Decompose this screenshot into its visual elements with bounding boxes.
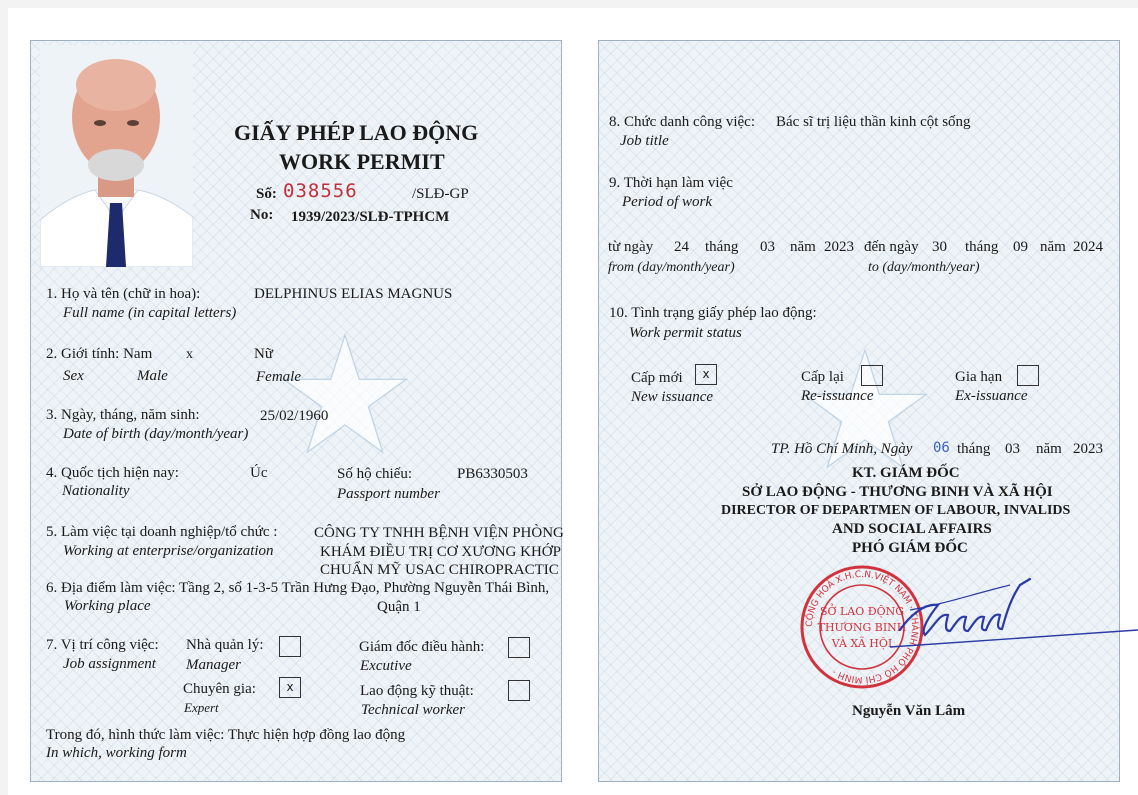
sig-line-5: PHÓ GIÁM ĐỐC <box>852 540 968 556</box>
name-label-en: Full name (in capital letters) <box>63 305 237 321</box>
executive-checkbox <box>508 637 530 658</box>
sex-female-label: Nữ <box>254 346 273 362</box>
issue-day: 06 <box>933 440 950 456</box>
period-to-month: 09 <box>1013 239 1028 255</box>
period-from-en: from (day/month/year) <box>608 260 735 275</box>
nationality-label-en: Nationality <box>62 483 130 499</box>
workplace-line2: Quận 1 <box>377 599 421 615</box>
period-to-year: 2024 <box>1073 239 1103 255</box>
passport-value: PB6330503 <box>457 466 528 482</box>
passport-label-en: Passport number <box>337 486 440 502</box>
issue-thang: tháng <box>957 441 991 457</box>
sig-line-1: KT. GIÁM ĐỐC <box>852 465 960 481</box>
issue-year: 2023 <box>1073 441 1103 457</box>
status-re-checkbox <box>861 365 883 386</box>
sex-label-en: Sex <box>63 368 84 384</box>
enterprise-label: 5. Làm việc tại doanh nghiệp/tổ chức : <box>46 524 278 540</box>
sig-line-3: DIRECTOR OF DEPARTMEN OF LABOUR, INVALIDS <box>721 503 1071 518</box>
stamp-center-2: THƯƠNG BINH <box>817 621 907 634</box>
assignment-label: 7. Vị trí công việc: <box>46 637 159 653</box>
name-label: 1. Họ và tên (chữ in hoa): <box>46 286 201 302</box>
working-form-label-en: In which, working form <box>46 745 187 761</box>
sex-male-mark: x <box>186 347 193 362</box>
status-ex-checkbox <box>1017 365 1039 386</box>
job-title-value: Bác sĩ trị liệu thần kinh cột sống <box>776 114 971 130</box>
status-label: 10. Tình trạng giấy phép lao động: <box>609 305 817 321</box>
title-english: WORK PERMIT <box>279 149 445 174</box>
period-to-day: 30 <box>932 239 947 255</box>
nationality-label: 4. Quốc tịch hiện nay: <box>46 465 179 481</box>
enterprise-line2: KHÁM ĐIỀU TRỊ CƠ XƯƠNG KHỚP <box>320 544 561 560</box>
name-value: DELPHINUS ELIAS MAGNUS <box>254 286 453 302</box>
dob-label-en: Date of birth (day/month/year) <box>63 426 249 442</box>
status-ex-label: Gia hạn <box>955 369 1003 385</box>
status-ex-en: Ex-issuance <box>955 388 1028 404</box>
period-thang-1: tháng <box>705 239 739 255</box>
sex-male-en: Male <box>137 368 168 384</box>
technical-label-en: Technical worker <box>361 702 466 718</box>
issue-nam: năm <box>1036 441 1062 457</box>
handwritten-signature <box>880 575 1138 655</box>
dob-label: 3. Ngày, tháng, năm sinh: <box>46 407 200 423</box>
period-to-en: to (day/month/year) <box>868 260 980 275</box>
expert-checkbox: x <box>279 677 301 698</box>
workplace-label-en: Working place <box>64 598 151 614</box>
stamp-center-1: SỞ LAO ĐỘNG <box>819 605 905 618</box>
portrait-image <box>40 45 193 267</box>
status-new-checkbox: x <box>695 364 717 385</box>
enterprise-line3: CHUẨN MỸ USAC CHIROPRACTIC <box>320 562 559 578</box>
status-new-label: Cấp mới <box>631 370 683 386</box>
period-from-day: 24 <box>674 239 689 255</box>
period-label: 9. Thời hạn làm việc <box>609 175 733 191</box>
period-thang-2: tháng <box>965 239 999 255</box>
executive-label-en: Excutive <box>360 658 412 674</box>
period-from-month: 03 <box>760 239 775 255</box>
issue-place: TP. Hồ Chí Minh, Ngày <box>771 441 913 457</box>
period-to-label: đến ngày <box>864 239 919 255</box>
enterprise-label-en: Working at enterprise/organization <box>63 543 274 559</box>
assignment-label-en: Job assignment <box>63 656 156 672</box>
expert-label-en: Expert <box>184 700 219 715</box>
job-title-label: 8. Chức danh công việc: <box>609 114 756 130</box>
holder-photo <box>40 45 193 267</box>
executive-label: Giám đốc điều hành: <box>359 639 485 655</box>
technical-checkbox <box>508 680 530 701</box>
nationality-value: Úc <box>250 465 268 481</box>
manager-label-en: Manager <box>186 657 241 673</box>
stamp-center-3: VÀ XÃ HỘI <box>831 637 893 650</box>
expert-label: Chuyên gia: <box>183 681 256 697</box>
job-title-label-en: Job title <box>620 133 669 149</box>
sex-label: 2. Giới tính: Nam <box>46 346 153 362</box>
sig-line-4: AND SOCIAL AFFAIRS <box>832 521 992 537</box>
watermark-star-left <box>280 330 410 460</box>
sig-line-2: SỞ LAO ĐỘNG - THƯƠNG BINH VÀ XÃ HỘI <box>742 484 1053 500</box>
stamp-ring-text: CỘNG HOÀ X.H.C.N.VIỆT NAM · THÀNH PHỐ HỒ CHÍ MINH · <box>804 569 920 685</box>
passport-label: Số hộ chiếu: <box>337 466 412 482</box>
workplace-label: 6. Địa điểm làm việc: Tầng 2, số 1-3-5 Trần Hưng Đạo, Phường Nguyễn Thái Bình, <box>46 580 550 596</box>
permit-no-value: 1939/2023/SLĐ-TPHCM <box>291 209 450 225</box>
enterprise-line1: CÔNG TY TNHH BỆNH VIỆN PHÒNG <box>314 525 564 541</box>
dob-value: 25/02/1960 <box>260 408 329 424</box>
period-nam-2: năm <box>1040 239 1066 255</box>
status-re-label: Cấp lại <box>801 369 844 385</box>
working-form-label: Trong đó, hình thức làm việc: Thực hiện hợp đồng lao động <box>46 727 406 743</box>
technical-label: Lao động kỹ thuật: <box>360 683 474 699</box>
issue-month: 03 <box>1005 441 1020 457</box>
signer-name: Nguyễn Văn Lâm <box>852 703 966 719</box>
permit-so-suffix: /SLĐ-GP <box>412 186 469 202</box>
period-from-label: từ ngày <box>608 239 654 255</box>
status-new-en: New issuance <box>631 389 714 405</box>
permit-no-label: No: <box>250 207 274 223</box>
sex-female-en: Female <box>256 369 301 385</box>
status-label-en: Work permit status <box>629 325 742 341</box>
title-vietnamese: GIẤY PHÉP LAO ĐỘNG <box>234 120 479 145</box>
period-label-en: Period of work <box>622 194 712 210</box>
manager-label: Nhà quản lý: <box>186 637 264 653</box>
manager-checkbox <box>279 636 301 657</box>
period-from-year: 2023 <box>824 239 854 255</box>
status-re-en: Re-issuance <box>801 388 874 404</box>
permit-so-label: Số: <box>256 186 277 202</box>
period-nam-1: năm <box>790 239 816 255</box>
permit-serial-number: 038556 <box>283 180 358 202</box>
